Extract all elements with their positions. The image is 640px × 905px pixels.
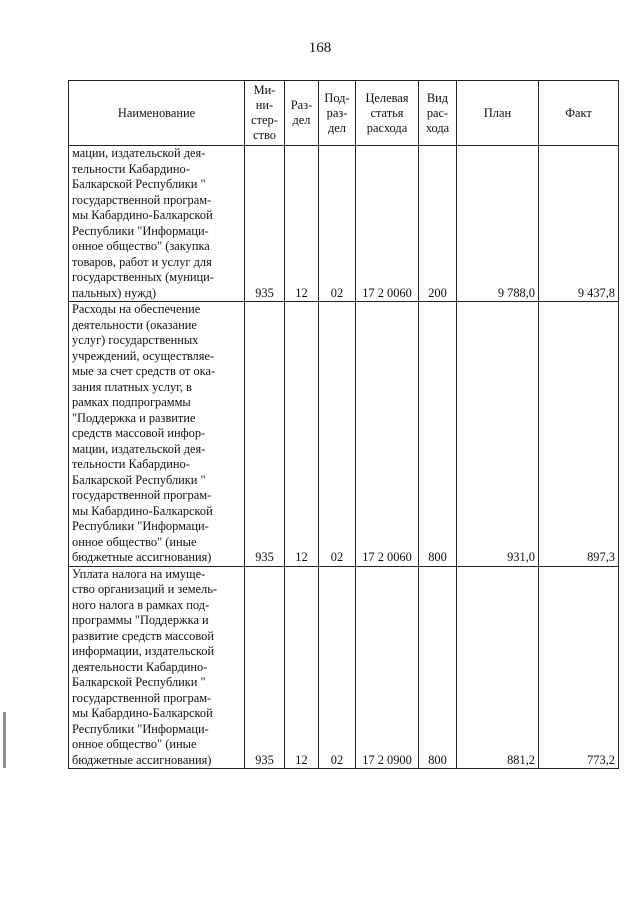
row-section: 12 — [285, 146, 319, 302]
row-ministry: 935 — [245, 302, 285, 567]
row-type: 200 — [419, 146, 457, 302]
header-fact: Факт — [539, 81, 619, 146]
row-fact: 773,2 — [539, 566, 619, 769]
row-fact: 9 437,8 — [539, 146, 619, 302]
table-header-row — [69, 81, 619, 146]
scan-edge-mark — [3, 712, 6, 768]
row-target: 17 2 0060 — [356, 302, 419, 567]
row-section: 12 — [285, 566, 319, 769]
header-ministry: Ми- ни- стер- ство — [245, 81, 285, 146]
table-row — [69, 302, 619, 567]
header-subsection: Под- раз- дел — [319, 81, 356, 146]
header-section: Раз- дел — [285, 81, 319, 146]
table-row — [69, 146, 619, 302]
row-target: 17 2 0060 — [356, 146, 419, 302]
table-row — [69, 566, 619, 769]
header-target: Целевая статья расхода — [356, 81, 419, 146]
row-fact: 897,3 — [539, 302, 619, 567]
row-name: мации, издательской дея- тельности Кабардино- Балкарской Республики " государственной програм- мы Кабардино-Балкарской Республики "Информаци- онное общество" (закупка товаров, работ и услуг для государственных (муници- пальных) нужд) — [69, 146, 245, 302]
row-subsection: 02 — [319, 146, 356, 302]
row-section: 12 — [285, 302, 319, 567]
row-ministry: 935 — [245, 146, 285, 302]
row-ministry: 935 — [245, 566, 285, 769]
header-name: Наименование — [69, 81, 245, 146]
row-type: 800 — [419, 566, 457, 769]
row-plan: 931,0 — [457, 302, 539, 567]
row-name: Уплата налога на имуще- ство организаций и земель- ного налога в рамках под- программы "Поддержка и развитие средств массовой информации, издательской деятельности Кабардино- Балкарской Республики " государственной програм- мы Кабардино-Балкарской Республики "Информаци- онное общество" (иные бюджетные ассигнования) — [69, 566, 245, 769]
row-type: 800 — [419, 302, 457, 567]
row-subsection: 02 — [319, 566, 356, 769]
page-number: 168 — [308, 40, 332, 56]
budget-table — [68, 80, 619, 769]
row-plan: 881,2 — [457, 566, 539, 769]
header-type: Вид рас- хода — [419, 81, 457, 146]
row-target: 17 2 0900 — [356, 566, 419, 769]
row-plan: 9 788,0 — [457, 146, 539, 302]
header-plan: План — [457, 81, 539, 146]
row-subsection: 02 — [319, 302, 356, 567]
row-name: Расходы на обеспечение деятельности (оказание услуг) государственных учреждений, осуществляе- мые за счет средств от ока- зания платных услуг, в рамках подпрограммы "Поддержка и развитие средств массовой инфор- мации, издательской дея- тельности Кабардино- Балкарской Республики " государственной програм- мы Кабардино-Балкарской Республики "Информаци- онное общество" (иные бюджетные ассигнования) — [69, 302, 245, 567]
